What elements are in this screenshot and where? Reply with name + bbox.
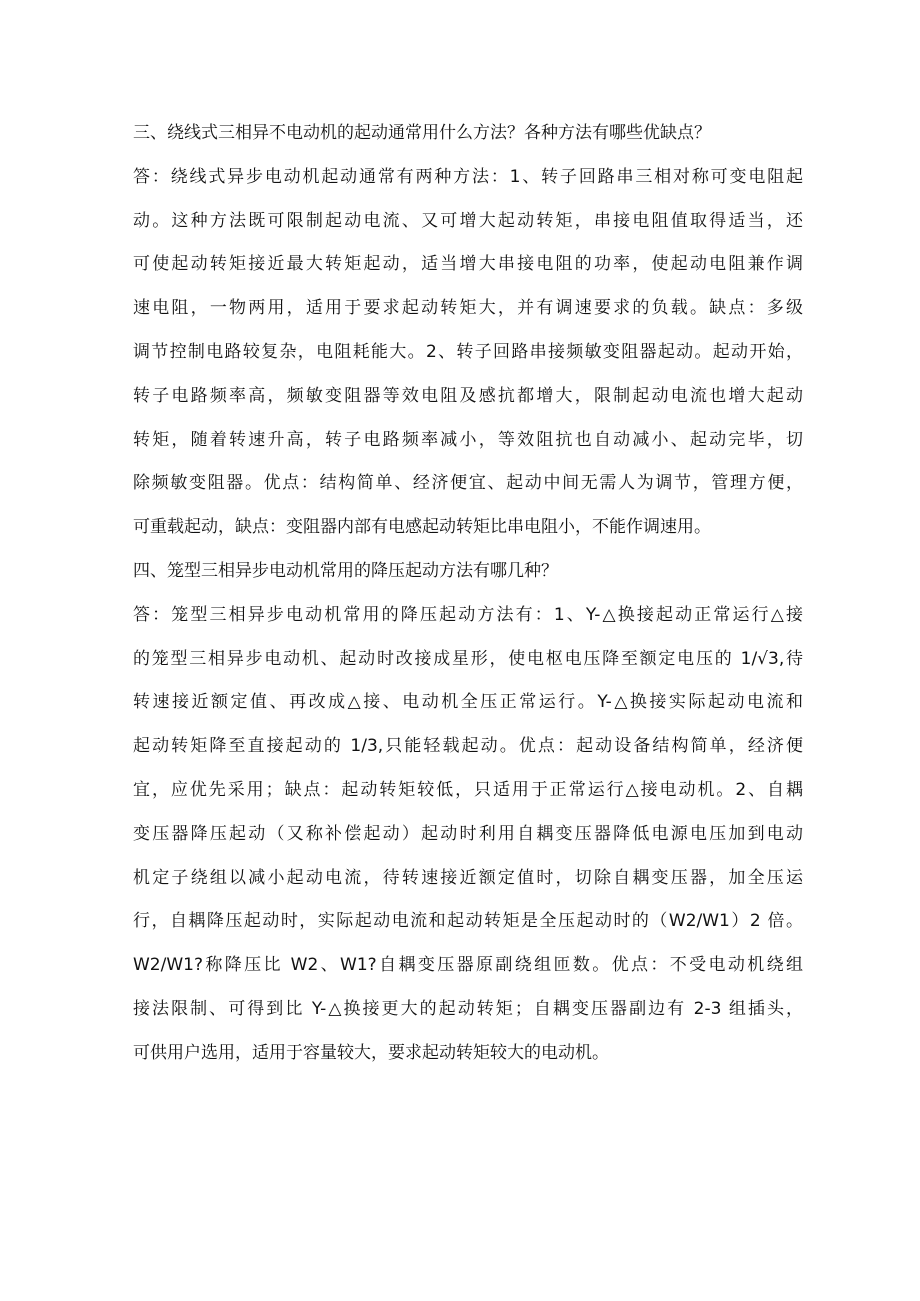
question-3-heading: 三、绕线式三相异不电动机的起动通常用什么方法？各种方法有哪些优缺点？	[133, 123, 711, 143]
answer-4-line: 起动转矩降至直接起动的 1/3,只能轻载起动。优点：起动设备结构简单，经济便	[133, 736, 803, 757]
answer-4-line: 变压器降压起动（又称补偿起动）起动时利用自耦变压器降低电源电压加到电动	[133, 823, 803, 844]
document-body	[133, 112, 803, 1076]
answer-4-line: 的笼型三相异步电动机、起动时改接成星形，使电枢电压降至额定电压的 1/√3,待	[133, 648, 803, 669]
answer-4-line: 行，自耦降压起动时，实际起动电流和起动转矩是全压起动时的（W2/W1）2 倍。	[133, 911, 803, 932]
answer-4-line: 可供用户选用，适用于容量较大，要求起动转矩较大的电动机。	[133, 1042, 609, 1063]
answer-4-line: 接法限制、可得到比 Y-△换接更大的起动转矩；自耦变压器副边有 2-3 组插头，	[133, 998, 803, 1019]
answer-3-line: 可使起动转矩接近最大转矩起动，适当增大串接电阻的功率，使起动电阻兼作调	[133, 254, 803, 275]
answer-3-line: 速电阻，一物两用，适用于要求起动转矩大，并有调速要求的负载。缺点：多级	[133, 298, 803, 319]
answer-4-line: 答：笼型三相异步电动机常用的降压起动方法有：1、Y-△换接起动正常运行△接	[133, 604, 803, 625]
answer-4-line: 宜，应优先采用；缺点：起动转矩较低，只适用于正常运行△接电动机。2、自耦	[133, 779, 803, 800]
answer-3-line: 除频敏变阻器。优点：结构简单、经济便宜、起动中间无需人为调节，管理方便，	[133, 473, 803, 494]
answer-3-line: 转矩，随着转速升高，转子电路频率减小，等效阻抗也自动减小、起动完毕，切	[133, 429, 803, 450]
answer-3-line: 答：绕线式异步电动机起动通常有两种方法：1、转子回路串三相对称可变电阻起	[133, 166, 803, 187]
answer-4-line: 机定子绕组以减小起动电流，待转速接近额定值时，切除自耦变压器，加全压运	[133, 867, 803, 888]
answer-3-line: 可重载起动，缺点：变阻器内部有电感起动转矩比串电阻小，不能作调速用。	[133, 517, 711, 538]
answer-3-line: 动。这种方法既可限制起动电流、又可增大起动转矩，串接电阻值取得适当，还	[133, 210, 803, 231]
answer-3-line: 转子电路频率高，频敏变阻器等效电阻及感抗都增大，限制起动电流也增大起动	[133, 385, 803, 406]
answer-4-line: W2/W1?称降压比 W2、W1?自耦变压器原副绕组匝数。优点：不受电动机绕组	[133, 955, 803, 976]
question-4-heading: 四、笼型三相异步电动机常用的降压起动方法有哪几种？	[133, 560, 558, 581]
answer-4-line: 转速接近额定值、再改成△接、电动机全压正常运行。Y-△换接实际起动电流和	[133, 692, 803, 713]
answer-3-line: 调节控制电路较复杂，电阻耗能大。2、转子回路串接频敏变阻器起动。起动开始，	[133, 341, 803, 362]
